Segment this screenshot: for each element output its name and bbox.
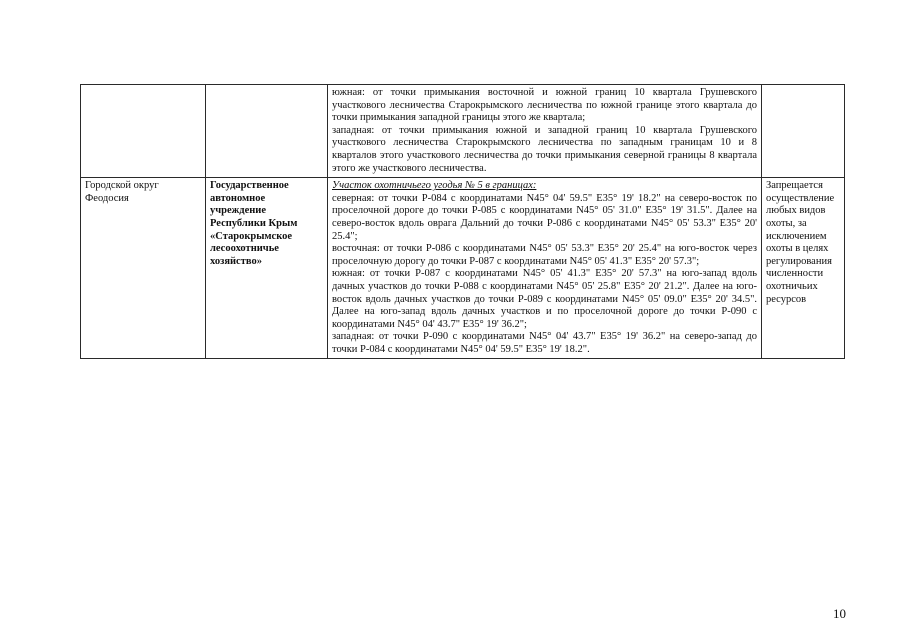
table-row [81, 178, 845, 359]
south-boundary-text: южная: от точки примыкания восточной и южной границ 10 квартала Грушевского участкового лесничества Старокрымского лесничества по южной границе этого квартала до точки примыкания западной границы этого же квартала; [332, 87, 757, 124]
boundaries-table [80, 84, 845, 359]
south-boundary-text: южная: от точки Р-087 с координатами N45° 05' 41.3" E35° 20' 57.3" на юго-запад вдоль дачных участков до точки Р-088 с координатами N45° 05' 25.8" E35° 20' 21.2". Далее на юго-восток вдоль дачных участков до точки Р-089 с координатами N45° 05' 09.0" E35° 20' 34.5". Далее на юго-запад вдоль дачных участков и по проселочной дороге до точки Р-090 с координатами N45° 04' 43.7" E35° 19' 36.2"; [332, 268, 757, 330]
north-boundary-text: северная: от точки Р-084 с координатами N45° 04' 59.5" E35° 19' 18.2" на северо-восток по проселочной дороге до точки Р-085 с координатами N45° 05' 31.0" E35° 19' 31.5". Далее на северо-восток вдоль оврага Дальний до точки Р-086 с координатами N45° 05' 53.3" E35° 20' 25.4"; [332, 192, 757, 242]
district-cell [81, 85, 206, 178]
boundary-description-cell [328, 178, 762, 359]
organization-cell: Государственное автономное учреждение Республики Крым «Старокрымское лесоохотничье хозяйство» [206, 178, 328, 359]
page-number: 10 [833, 606, 846, 621]
plot-heading: Участок охотничьего угодья № 5 в границах: [332, 180, 537, 192]
restriction-cell: Запрещается осуществление любых видов охоты, за исключением охоты в целях регулирования численности охотничьих ресурсов [762, 178, 845, 359]
boundary-description-cell [328, 85, 762, 178]
west-boundary-text: западная: от точки Р-090 с координатами N45° 04' 43.7" E35° 19' 36.2" на северо-запад до точки Р-084 с координатами N45° 04' 59.5" E35° 19' 18.2". [332, 331, 757, 355]
east-boundary-text: восточная: от точки Р-086 с координатами N45° 05' 53.3" E35° 20' 25.4" на юго-восток через проселочную дорогу до точки Р-087 с координатами N45° 05' 41.3" E35° 20' 57.3"; [332, 243, 757, 267]
organization-cell [206, 85, 328, 178]
table-row [81, 85, 845, 178]
district-cell: Городской округ Феодосия [81, 178, 206, 359]
west-boundary-text: западная: от точки примыкания южной и западной границ 10 квартала Грушевского участкового лесничества Старокрымского лесничества по западным границам 10 и 8 кварталов этого участкового лесничества до точки примыкания северной границы 8 квартала этого же участкового лесничества. [332, 124, 757, 174]
restriction-cell [762, 85, 845, 178]
